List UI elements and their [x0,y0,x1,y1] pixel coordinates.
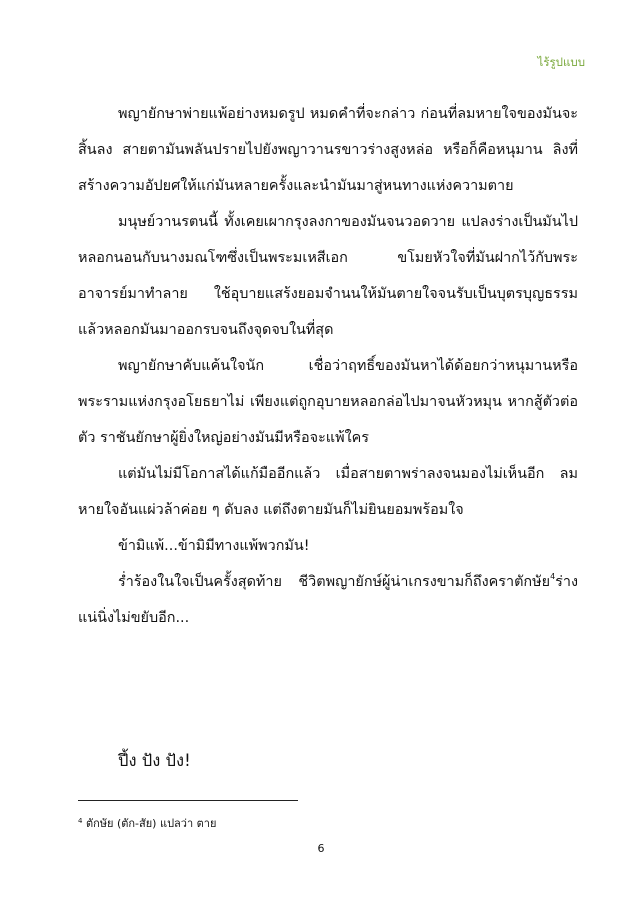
page-number: 6 [317,842,325,855]
footnote-reference: 4 [550,572,556,581]
footnote-mark: 4 [78,817,83,825]
paragraph-1: พญายักษาพ่ายแพ้อย่างหมดรูป หมดคำที่จะกล่าว ก่อนที่ลมหายใจของมันจะสิ้นลง สายตามันพลันปรายไปยังพญาวานรขาวร่างสูงหล่อ หรือก็คือหนุมาน ลิงที่สร้างความอัปยศให้แก่มันหลายครั้งและนำมันมาสู่หนทางแห่งความตาย [78,106,578,194]
paragraph-5: ข้ามิแพ้...ข้ามิมีทางแพ้พวกมัน! [118,538,310,554]
running-header: ไร้รูปแบบ [537,55,585,69]
paragraph-3: พญายักษาคับแค้นใจนัก เชื่อว่าฤทธิ์ของมันหาได้ด้อยกว่าหนุมานหรือพระรามแห่งกรุงอโยธยาไม่ เพียงแต่ถูกอุบายหลอกล่อไปมาจนหัวหมุน หากสู้ตัวต่อตัว ราชันยักษาผู้ยิ่งใหญ่อย่างมันมีหรือจะแพ้ใคร [78,358,578,446]
body-text [78,96,578,636]
paragraph-6-tail: ร่างแน่นิ่งไม่ขยับอีก... [78,574,578,626]
paragraph-6-text: ร่ำร้องในใจเป็นครั้งสุดท้าย ชีวิตพญายักษ์ผู้น่าเกรงขามก็ถึงคราตักษัย [118,574,551,590]
footnote-text: ตักษัย (ตัก-สัย) แปลว่า ตาย [82,817,217,830]
paragraph-4: แต่มันไม่มีโอกาสได้แก้มืออีกแล้ว เมื่อสายตาพร่าลงจนมองไม่เห็นอีก ลมหายใจอันแผ่วล้าค่อย ๆ ดับลง แต่ถึงตายมันก็ไม่ยินยอมพร้อมใจ [78,466,578,518]
sound-effect: ปึ้ง ปัง ปัง! [118,751,191,770]
footnote [78,814,216,832]
paragraph-2: มนุษย์วานรตนนี้ ทั้งเคยเผากรุงลงกาของมันจนวอดวาย แปลงร่างเป็นมันไปหลอกนอนกับนางมณโฑซึ่งเป็นพระมเหสีเอก ขโมยหัวใจที่มันฝากไว้กับพระอาจารย์มาทำลาย ใช้อุบายแสร้งยอมจำนนให้มันตายใจจนรับเป็นบุตรบุญธรรม แล้วหลอกมันมาออกรบจนถึงจุดจบในที่สุด [78,214,578,338]
footnote-divider [78,800,298,801]
paragraph-6 [78,564,578,636]
